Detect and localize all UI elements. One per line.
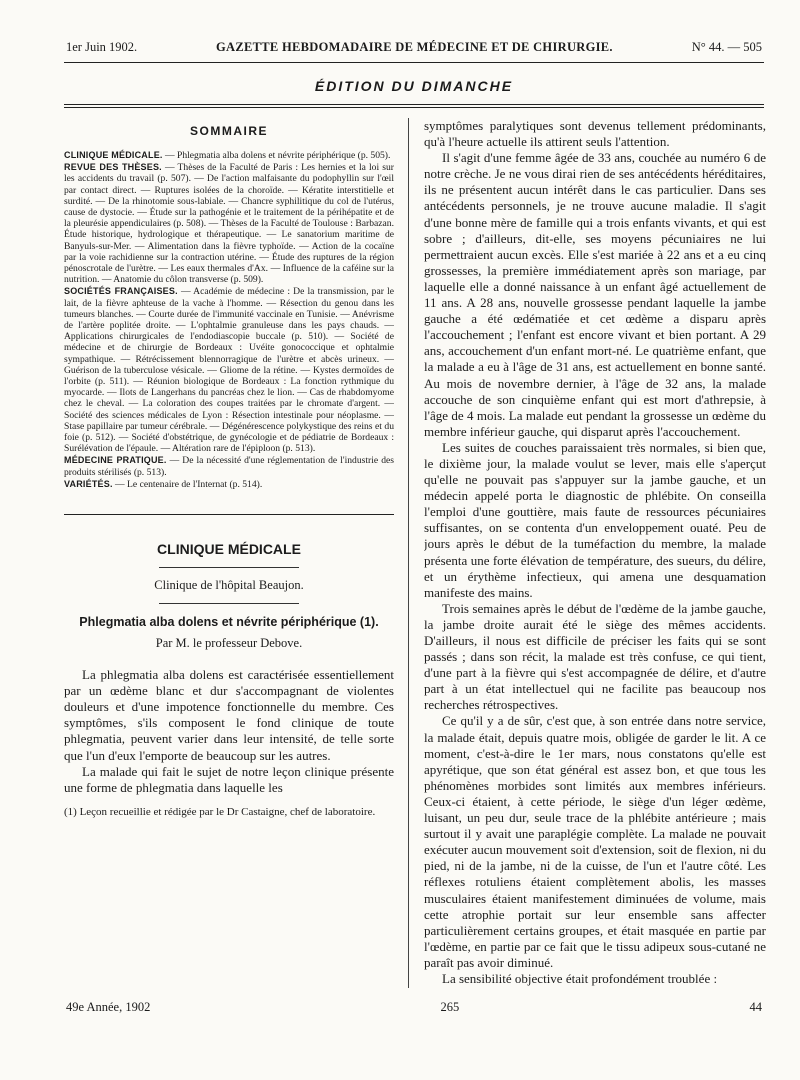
sommaire-title: SOMMAIRE (190, 124, 268, 138)
sommaire-section: VARIÉTÉS. (64, 478, 113, 489)
short-divider (159, 567, 299, 568)
sommaire-entry: VARIÉTÉS. — Le centenaire de l'Internat (p. 514). (64, 478, 263, 490)
section-heading: CLINIQUE MÉDICALE (157, 541, 301, 558)
paragraph: La malade qui fait le sujet de notre leçon clinique présente une forme de phlegmatia dans laquelle les (64, 763, 394, 795)
sommaire-section: MÉDECINE PRATIQUE. (64, 455, 167, 466)
short-divider (159, 603, 299, 604)
sommaire-entry: CLINIQUE MÉDICALE. — Phlegmatia alba dolens et névrite périphérique (p. 505). (64, 150, 391, 161)
paragraph: Trois semaines après le début de l'œdème de la jambe gauche, la jambe droite aurait été le siège des mêmes accidents. D'ailleurs, il nous est difficile de préciser les faits qui se sont passés ; dans son récit, la malade est très confuse, ce qui tient, d'une part à la fièvre qui s'est accompagnée de délire, et d'autre part à un état intellectuel qui ne facilite pas beaucoup nos recherches rétrospectives. (424, 600, 766, 713)
sommaire-list (64, 150, 394, 490)
paragraph: La sensibilité objective était profondément troublée : (442, 970, 718, 986)
page-footer (66, 1000, 762, 1015)
edition-label: ÉDITION DU DIMANCHE (314, 78, 514, 94)
right-column (424, 118, 766, 988)
paragraph: Il s'agit d'une femme âgée de 33 ans, couchée au numéro 6 de notre crèche. Je ne vous dirai rien de ses antécédents héréditaires, ils ne présentent aucun intérêt dans le cas particulier. Dans ses antécédents personnels, je ne trouve aucune maladie. Il s'agit d'une bonne mère de famille qui a trois enfants vivants, et qui est sobre ; d'ailleurs, dit-elle, ses moyens pécuniaires ne lui permettraient aucun excès. Elle s'est mariée à 22 ans et a eu cinq grossesses, la première immédiatement après son mariage, par laquelle elle a donné naissance à un enfant âgé actuellement de 11 ans. A 28 ans, nouvelle grossesse pendant laquelle la jambe gauche a été œdématiée et cet œdème a disparu après l'accouchement ; l'enfant est encore vivant et bien portant. A 29 ans, accouchement d'un enfant mort-né. Le quatrième enfant, que la malade a eu à l'âge de 31 ans, est actuellement en bonne santé. Au mois de novembre dernier, à l'âge de 32 ans, la malade accouche de son cinquième enfant qui est mort d'athrepsie, à l'âge de 4 mois. La malade eut pendant la grossesse un œdème du membre inférieur gauche, qui disparut après l'accouchement. (424, 150, 766, 439)
paragraph: Ce qu'il y a de sûr, c'est que, à son entrée dans notre service, la malade était, depuis quatre mois, obligée de garder le lit. A ce moment, c'est-à-dire le 1er mars, nous constatons qu'elle est apyrétique, que son état général est assez bon, et que tous les phénomènes morbides sont limités aux membres inférieurs. Ceux-ci étaient, à cette période, le siège d'un léger œdème, luisant, un peu dur, seule trace de la phlébite antérieure ; mais surtout il y avait une paraplégie complète. La malade ne pouvait exécuter aucun mouvement soit d'extension, soit de flexion, ni du pied, ni de la jambe, ni de la cuisse, de l'un et l'autre côté. Les réflexes rotuliens étaient complètement abolis, les masses musculaires étaient manifestement diminuées de volume, mais cette atrophie portait sur leur ensemble sans affecter particulièrement certains groupes, et était masquée en partie par l'œdème, en partie par ce fait que le tissu adipeux sous-cutané ne paraît pas avoir diminué. (424, 713, 766, 970)
sommaire-entry: SOCIÉTÉS FRANÇAISES. — Académie de médecine : De la transmission, par le lait, de la fièvre aphteuse de la vache à l'homme. — Résection du genou dans les tumeurs blanches. — Courte durée de l'immunité vaccinale en Tunisie. — Anévrisme de l'artère poplitée droite. — L'ophtalmie granuleuse dans les pays chauds. — Applications chirurgicales de l'endodiascopie buccale (p. 510). — Société de médecine et de chirurgie de Bordeaux : Uvéite gonococcique et ophtalmie sympathique. — Rétrécissement blennorragique de l'urètre et abcès urineux. — Guérison de la tuberculose vésicale. — Gliome de la rétine. — Kystes dermoïdes de l'orbite (p. 511). — Réunion biologique de Bordeaux : La fonction rythmique du myocarde. — Ilots de Langerhans du pancréas chez le lion. — Cas de rhabdomyome chez le cheval. — La coloration des coupes traitées par le chromate d'argent. — Société des sciences médicales de Lyon : Résection intestinale pour néoplasme. — Stase papillaire par tumeur cérébrale. — Dégénérescence polykystique des reins et du foie (p. 512). — Société d'obstétrique, de gynécologie et de pédiatrie de Bordeaux : Surélévation de l'épaule. — Altération rare de l'épiploon (p. 513). (64, 286, 394, 455)
article-title: Phlegmatia alba dolens et névrite périphérique (1). (79, 615, 379, 630)
paragraph: La phlegmatia alba dolens est caractérisée essentiellement par un œdème blanc et dur s'accompagnant de violentes douleurs et d'une impotence fonctionnelle du membre. Ces symptômes, s'ils composent le fond clinique de toute phlegmatia, peuvent varier dans leur intensité, de telle sorte que l'un d'eux l'emporte de beaucoup sur les autres. (64, 667, 394, 763)
edition-rule-double (64, 107, 764, 108)
sommaire-section: CLINIQUE MÉDICALE. (64, 150, 163, 160)
sommaire-entry: MÉDECINE PRATIQUE. — De la nécessité d'une réglementation de l'industrie des produits stérilisés (p. 513). (64, 455, 394, 478)
paragraph: Les suites de couches paraissaient très normales, si bien que, le dixième jour, la malade voulut se lever, mais elle s'aperçut qu'elle ne pouvait pas s'appuyer sur la jambe gauche, et un médecin appelé porta le diagnostic de phlébite. On conseilla l'emploi d'une gouttière, mais faute de ressources pécuniaires suffisantes, on se contenta d'un enveloppement ouaté. Peu de jours après le début de la tuméfaction du membre, la malade présenta une forte élévation de température, des sueurs, du délire, et un érythème infectieux, qui amena une desquamation manifeste des mains. (424, 439, 766, 600)
edition-rule (64, 104, 764, 105)
sommaire-section: SOCIÉTÉS FRANÇAISES. (64, 286, 178, 297)
article-body (64, 667, 394, 796)
header-rule (64, 62, 764, 63)
page-header (66, 40, 762, 58)
paragraph: symptômes paralytiques sont devenus tellement prédominants, qu'à l'heure actuelle ils attirent seuls l'attention. (424, 118, 766, 150)
article-author: Par M. le professeur Debove. (155, 636, 303, 651)
sommaire-entry: REVUE DES THÈSES. — Thèses de la Faculté de Paris : Les hernies et la loi sur les accidents du travail (p. 507). — De l'action malfaisante du podophyllin sur l'œil par contact direct. — Ruptures isolées de la choroïde. — Kératite interstitielle et surdité. — De la rhinotomie sous-labiale. — Chancre syphilitique du col de l'utérus, cause de dystocie. — Étude sur la pathogénie et le traitement de la périhépatite et de la pleurésie appendiculaires (p. 508). — Thèses de la Faculté de Toulouse : Barbazan. Étude historique, hydrologique et thérapeutique. — Le sanatorium maritime de Banyuls-sur-Mer. — Alimentation dans la fièvre typhoïde. — Action de la cocaïne par la voie rachidienne sur la contraction utérine. — Étude des ruptures de la région pénoscrotale de l'urètre. — Les eaux thermales d'Ax. — Influence de la caféine sur la nutrition. — Anatomie du côlon transverse (p. 509). (64, 162, 394, 286)
page-number: N° 44. — 505 (691, 40, 762, 54)
sommaire-section: REVUE DES THÈSES. (64, 162, 162, 173)
footer-year: 49e Année, 1902 (66, 1000, 151, 1014)
header-date: 1er Juin 1902. (66, 40, 138, 54)
footer-page: 265 (440, 1000, 460, 1014)
article-body-continued (424, 118, 766, 987)
footer-issue: 44 (749, 1000, 762, 1014)
hospital-line: Clinique de l'hôpital Beaujon. (154, 578, 304, 593)
footnote: (1) Leçon recueillie et rédigée par le Dr Castaigne, chef de laboratoire. (64, 805, 376, 818)
section-divider (64, 514, 394, 515)
left-column (64, 120, 394, 1000)
column-separator (408, 118, 409, 988)
journal-title: GAZETTE HEBDOMADAIRE DE MÉDECINE ET DE CHIRURGIE. (216, 40, 613, 54)
